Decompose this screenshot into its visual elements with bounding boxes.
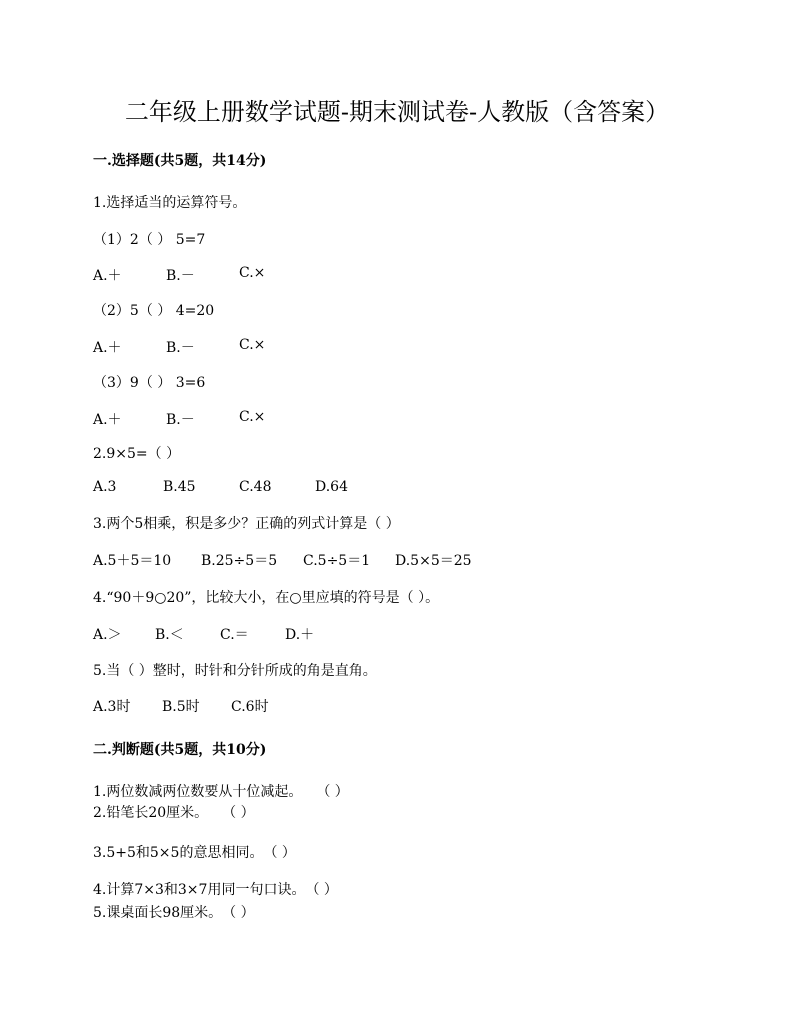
- q1p1-option-b: B.－: [166, 268, 195, 284]
- judgement-item-3: 3.5+5和5×5的意思相同。 （ ）: [93, 845, 296, 861]
- q5-option-a: A.3时: [93, 699, 131, 715]
- q1p2-option-b: B.－: [166, 340, 195, 356]
- q1p1-option-a: A.＋: [93, 268, 122, 284]
- judgement-item-2: 2.铅笔长20厘米。 （ ）: [93, 805, 255, 821]
- question-3-stem: 3.两个5相乘，积是多少？正确的列式计算是（ ）: [93, 516, 400, 532]
- q1p2-option-c: C.×: [239, 337, 266, 353]
- q1p3-option-b: B.－: [166, 412, 195, 428]
- question-1-stem: 1.选择适当的运算符号。: [93, 195, 247, 211]
- q2-option-c: C.48: [239, 479, 272, 495]
- question-2-stem: 2.9×5=（ ）: [93, 446, 181, 462]
- q1p3-option-a: A.＋: [93, 412, 122, 428]
- question-1-part-2: （2）5（ ） 4=20: [93, 303, 215, 319]
- judgement-item-5: 5.课桌面长98厘米。 （ ）: [93, 905, 255, 921]
- question-5-stem: 5.当（ ）整时，时针和分针所成的角是直角。: [93, 663, 377, 679]
- q2-option-d: D.64: [315, 479, 348, 495]
- q2-option-b: B.45: [163, 479, 196, 495]
- q4-option-a: A.＞: [93, 627, 122, 643]
- q2-option-a: A.3: [93, 479, 117, 495]
- section-heading-choice: 一.选择题(共5题，共14分): [93, 153, 267, 169]
- q3-option-d: D.5×5＝25: [395, 553, 472, 569]
- q4-option-d: D.＋: [285, 627, 315, 643]
- q3-option-b: B.25÷5＝5: [201, 553, 278, 569]
- q3-option-a: A.5＋5＝10: [93, 553, 172, 569]
- q1p3-option-c: C.×: [239, 409, 266, 425]
- section-heading-judgement: 二.判断题(共5题，共10分): [93, 742, 267, 758]
- page-title: 二年级上册数学试题-期末测试卷-人教版（含答案）: [124, 98, 670, 126]
- question-1-part-3: （3）9（ ） 3=6: [93, 375, 206, 391]
- q4-option-c: C.＝: [220, 627, 249, 643]
- q3-option-c: C.5÷5＝1: [303, 553, 371, 569]
- question-1-part-1: （1）2（ ） 5=7: [93, 232, 206, 248]
- q5-option-c: C.6时: [231, 699, 269, 715]
- q4-option-b: B.＜: [155, 627, 184, 643]
- judgement-item-4: 4.计算7×3和3×7用同一句口诀。 （ ）: [93, 882, 338, 898]
- q5-option-b: B.5时: [162, 699, 200, 715]
- q1p2-option-a: A.＋: [93, 340, 122, 356]
- q1p1-option-c: C.×: [239, 265, 266, 281]
- judgement-item-1: 1.两位数减两位数要从十位减起。 （ ）: [93, 784, 349, 800]
- question-4-stem: 4.“90＋9○20”，比较大小，在○里应填的符号是（ ）。: [93, 590, 440, 606]
